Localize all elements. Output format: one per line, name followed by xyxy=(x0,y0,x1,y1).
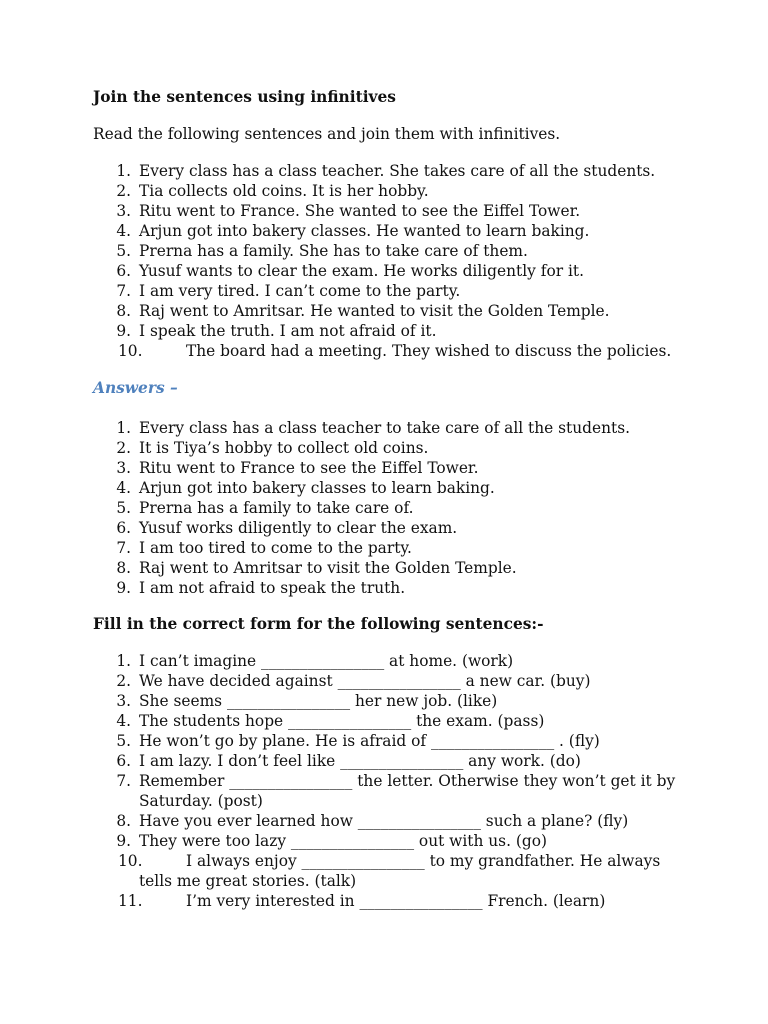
item-number: 11. xyxy=(118,892,143,910)
item-text: Ritu went to France to see the Eiffel Tower. xyxy=(139,459,479,477)
item-number: 9. xyxy=(116,322,131,340)
item-number: 5. xyxy=(116,499,131,517)
item-text: Have you ever learned how ________________ such a plane? (fly) xyxy=(139,812,629,830)
item-text: It is Tiya’s hobby to collect old coins. xyxy=(139,439,429,457)
item-text: Yusuf works diligently to clear the exam. xyxy=(139,519,458,537)
item-text: We have decided against ________________ a new car. (buy) xyxy=(139,672,591,690)
item-text: She seems ________________ her new job. (like) xyxy=(139,692,498,710)
list-item xyxy=(0,161,679,181)
answers-list xyxy=(0,418,679,598)
item-text: Remember ________________ the letter. Otherwise they won’t get it by Saturday. (post) xyxy=(139,772,676,810)
item-text: They were too lazy ________________ out with us. (go) xyxy=(139,832,547,850)
item-text: Tia collects old coins. It is her hobby. xyxy=(139,182,429,200)
item-number: 4. xyxy=(116,479,131,497)
list-item xyxy=(0,558,679,578)
item-number: 8. xyxy=(116,302,131,320)
item-text: I am not afraid to speak the truth. xyxy=(139,579,406,597)
item-text: Raj went to Amritsar. He wanted to visit the Golden Temple. xyxy=(139,302,610,320)
item-number: 6. xyxy=(116,519,131,537)
list-item xyxy=(0,201,679,221)
item-number: 7. xyxy=(116,772,131,790)
item-text: Ritu went to France. She wanted to see the Eiffel Tower. xyxy=(139,202,581,220)
section1-list xyxy=(0,161,679,361)
list-item xyxy=(0,438,679,458)
item-number: 6. xyxy=(116,752,131,770)
list-item xyxy=(0,691,679,711)
list-item xyxy=(0,711,679,731)
item-number: 4. xyxy=(116,712,131,730)
list-item xyxy=(0,651,679,671)
list-item xyxy=(0,831,679,851)
list-item xyxy=(0,771,679,811)
list-item xyxy=(0,478,679,498)
section2-list xyxy=(0,651,679,911)
list-item xyxy=(0,498,679,518)
item-text: I can’t imagine ________________ at home. (work) xyxy=(139,652,514,670)
item-text: Raj went to Amritsar to visit the Golden Temple. xyxy=(139,559,517,577)
answers-label: Answers – xyxy=(93,379,178,397)
item-text: I always enjoy ________________ to my grandfather. He always tells me great stories. (talk) xyxy=(139,852,661,890)
section2-title: Fill in the correct form for the following sentences:- xyxy=(93,615,544,633)
item-text: Prerna has a family. She has to take care of them. xyxy=(139,242,528,260)
item-text: The board had a meeting. They wished to discuss the policies. xyxy=(186,342,672,360)
item-number: 3. xyxy=(116,459,131,477)
list-item xyxy=(0,181,679,201)
list-item xyxy=(0,891,679,911)
list-item xyxy=(0,518,679,538)
item-text: I speak the truth. I am not afraid of it. xyxy=(139,322,437,340)
item-number: 3. xyxy=(116,202,131,220)
item-number: 6. xyxy=(116,262,131,280)
list-item xyxy=(0,221,679,241)
item-number: 9. xyxy=(116,832,131,850)
item-number: 1. xyxy=(116,652,131,670)
list-item xyxy=(0,578,679,598)
section1-title: Join the sentences using infinitives xyxy=(93,88,396,106)
list-item xyxy=(0,538,679,558)
list-item xyxy=(0,418,679,438)
item-text: I am lazy. I don’t feel like ________________ any work. (do) xyxy=(139,752,581,770)
item-number: 5. xyxy=(116,242,131,260)
list-item xyxy=(0,851,679,891)
item-number: 8. xyxy=(116,812,131,830)
item-number: 8. xyxy=(116,559,131,577)
item-number: 10. xyxy=(118,852,143,870)
list-item xyxy=(0,751,679,771)
item-number: 7. xyxy=(116,539,131,557)
list-item xyxy=(0,261,679,281)
item-text: Arjun got into bakery classes to learn baking. xyxy=(139,479,495,497)
list-item xyxy=(0,321,679,341)
item-number: 1. xyxy=(116,419,131,437)
item-text: Arjun got into bakery classes. He wanted to learn baking. xyxy=(139,222,590,240)
list-item xyxy=(0,458,679,478)
list-item xyxy=(0,241,679,261)
item-text: The students hope ________________ the exam. (pass) xyxy=(139,712,545,730)
item-text: I am very tired. I can’t come to the party. xyxy=(139,282,461,300)
item-number: 3. xyxy=(116,692,131,710)
section1-instruction: Read the following sentences and join them with infinitives. xyxy=(93,125,561,143)
item-number: 4. xyxy=(116,222,131,240)
item-text: Every class has a class teacher. She takes care of all the students. xyxy=(139,162,656,180)
list-item xyxy=(0,731,679,751)
item-number: 7. xyxy=(116,282,131,300)
list-item xyxy=(0,341,679,361)
item-text: Yusuf wants to clear the exam. He works diligently for it. xyxy=(139,262,584,280)
list-item xyxy=(0,301,679,321)
list-item xyxy=(0,671,679,691)
list-item xyxy=(0,811,679,831)
item-text: I’m very interested in ________________ French. (learn) xyxy=(186,892,606,910)
item-text: Prerna has a family to take care of. xyxy=(139,499,414,517)
item-number: 10. xyxy=(118,342,143,360)
item-number: 1. xyxy=(116,162,131,180)
item-text: He won’t go by plane. He is afraid of ________________ . (fly) xyxy=(139,732,600,750)
item-number: 2. xyxy=(116,672,131,690)
item-number: 2. xyxy=(116,182,131,200)
list-item xyxy=(0,281,679,301)
item-number: 9. xyxy=(116,579,131,597)
item-number: 2. xyxy=(116,439,131,457)
item-number: 5. xyxy=(116,732,131,750)
item-text: Every class has a class teacher to take care of all the students. xyxy=(139,419,630,437)
item-text: I am too tired to come to the party. xyxy=(139,539,412,557)
